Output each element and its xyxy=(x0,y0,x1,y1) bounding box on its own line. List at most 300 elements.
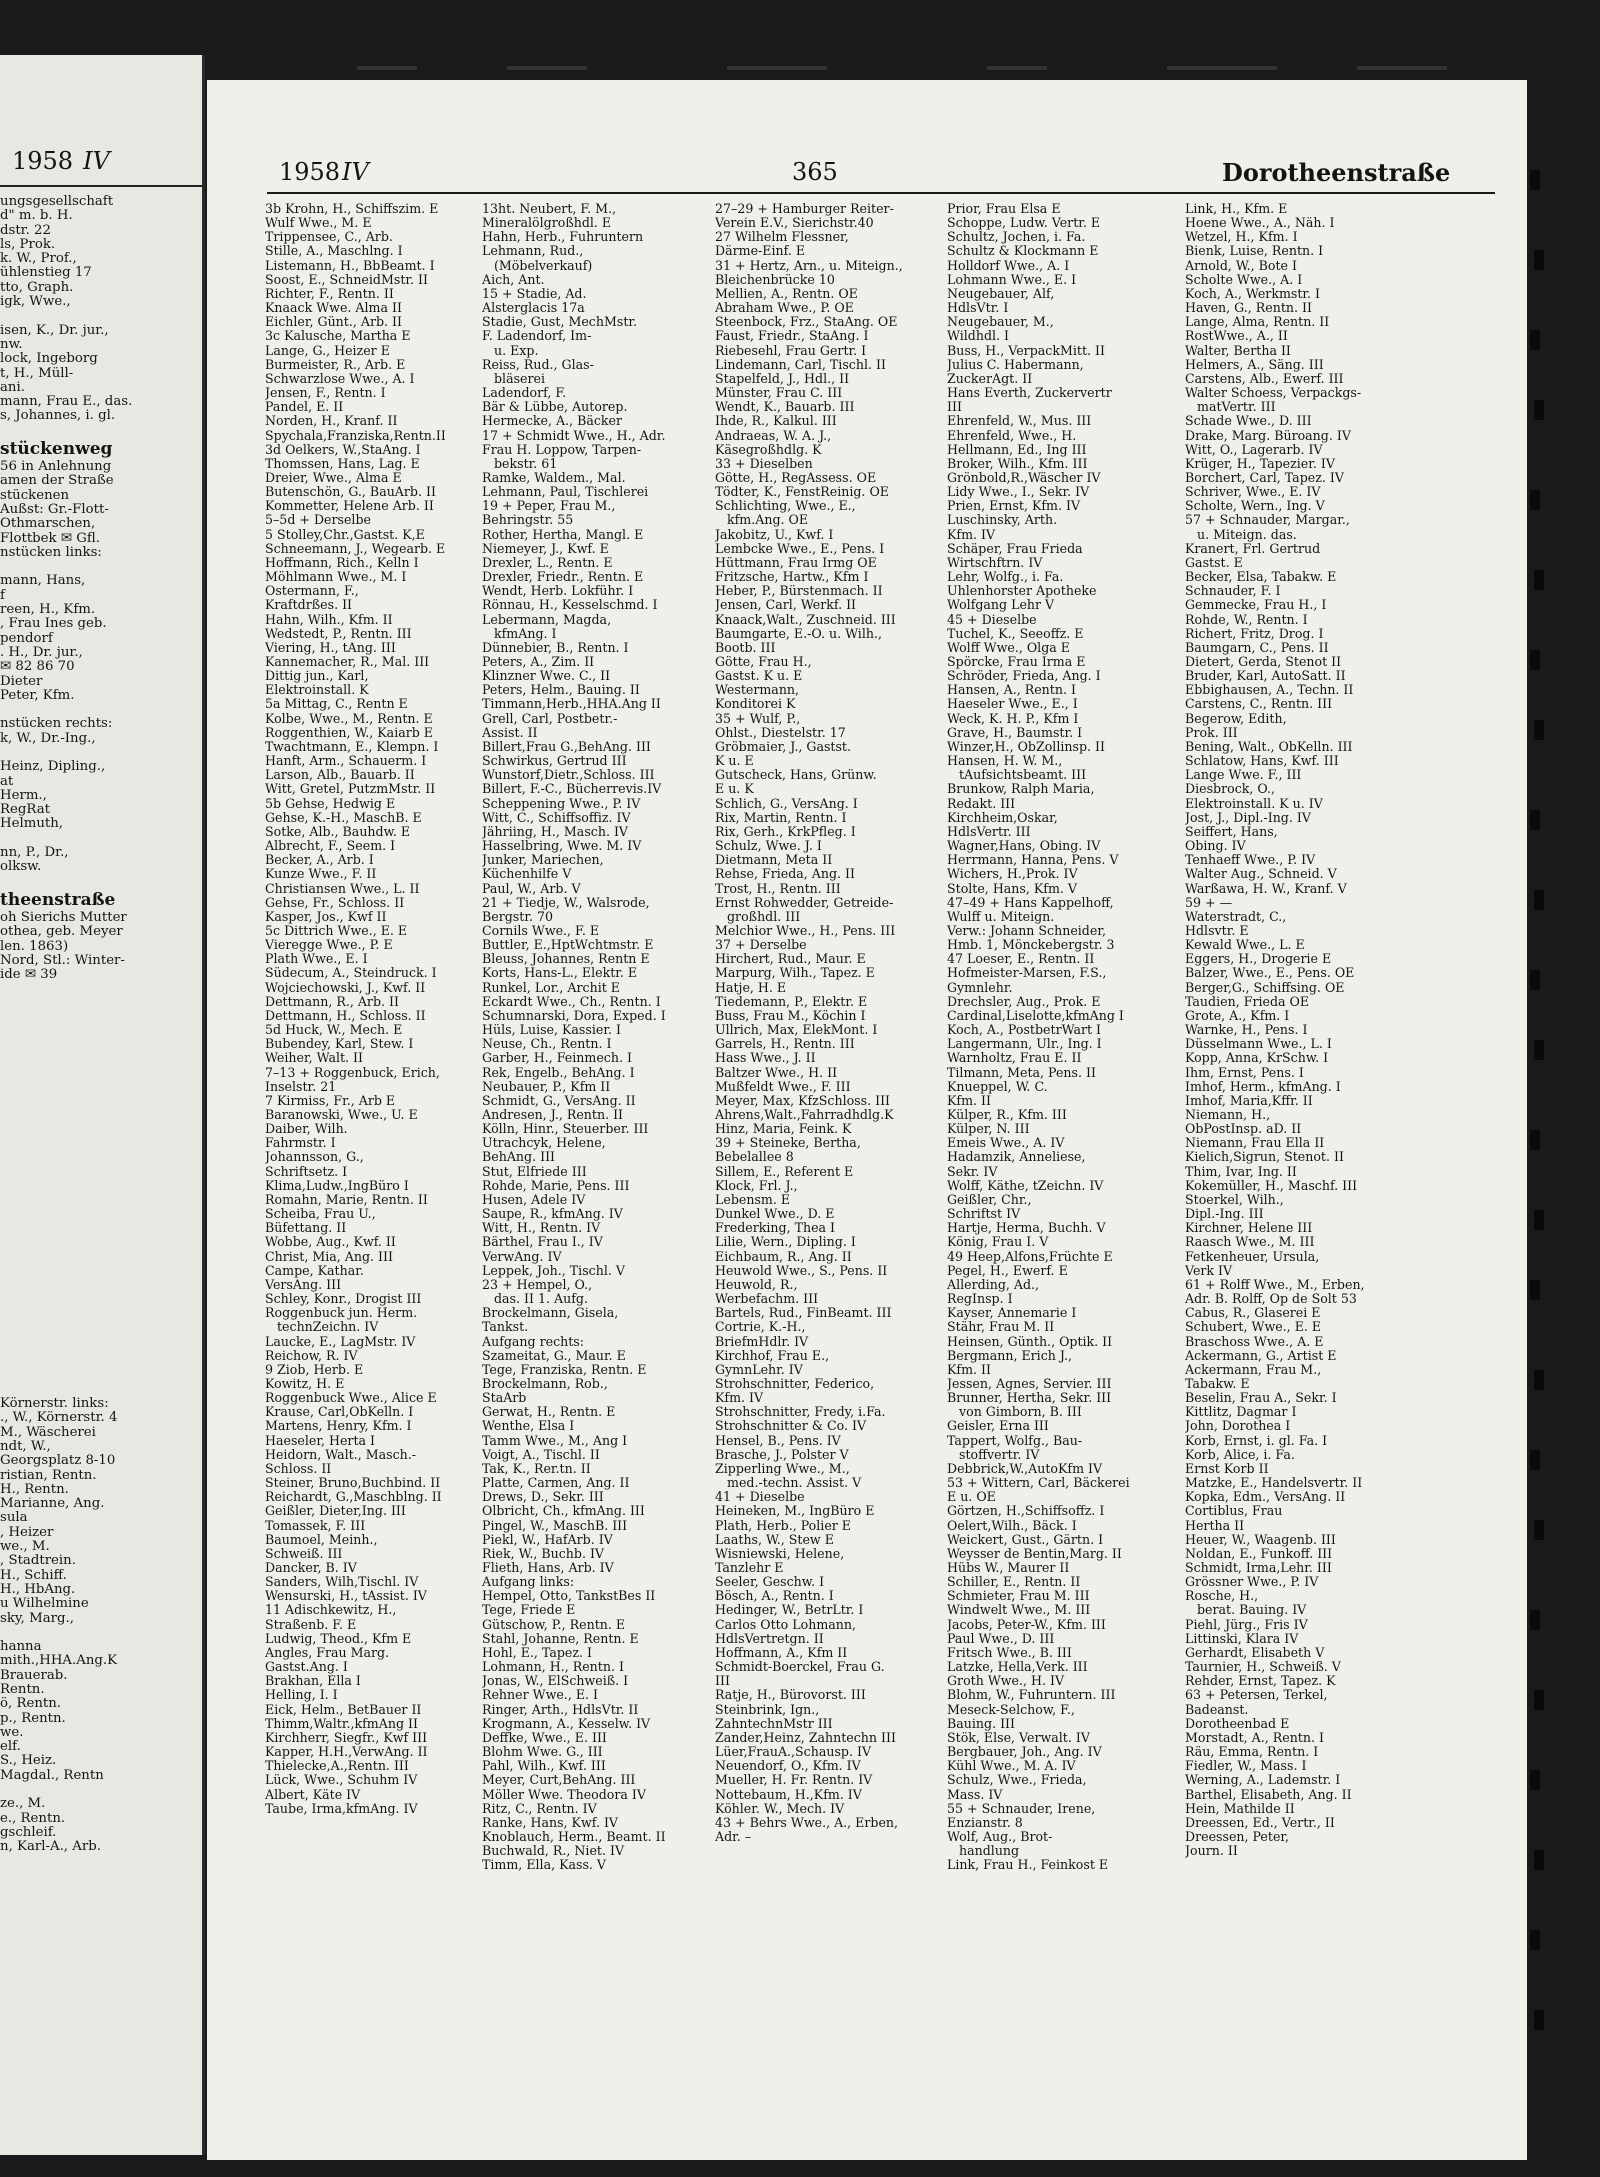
facing-page-line: Heinz, Dipling., xyxy=(0,759,106,775)
directory-entry: Raasch Wwe., M. III xyxy=(1185,1235,1315,1250)
directory-entry: Badeanst. xyxy=(1185,1702,1249,1717)
directory-entry: Ernst Korb II xyxy=(1185,1461,1269,1476)
directory-entry: Seiffert, Hans, xyxy=(1185,824,1278,839)
directory-entry: Kowitz, H. E xyxy=(265,1376,345,1391)
directory-entry: 61 + Rolff Wwe., M., Erben, xyxy=(1185,1277,1365,1292)
directory-entry: Bauing. III xyxy=(947,1716,1016,1731)
directory-entry: Drechsler, Aug., Prok. E xyxy=(947,994,1101,1009)
directory-entry: Kölln, Hinr., Steuerber. III xyxy=(482,1122,649,1137)
directory-entry: Holldorf Wwe., A. I xyxy=(947,258,1070,273)
directory-entry: Timm, Ella, Kass. V xyxy=(482,1858,607,1873)
facing-page-line: nn, P., Dr., xyxy=(0,845,69,861)
facing-page-line: tto, Graph. xyxy=(0,279,74,295)
facing-page-line xyxy=(0,1025,205,1039)
directory-entry: matVertr. III xyxy=(1197,400,1276,415)
facing-page-line: k, W., Dr.-Ing., xyxy=(0,730,96,746)
directory-entry: Gastst. K u. E xyxy=(715,669,803,684)
directory-entry: Knaack Wwe. Alma II xyxy=(265,301,402,316)
directory-entry: Bootb. III xyxy=(715,640,776,655)
directory-entry: Tanzlehr E xyxy=(715,1561,784,1575)
directory-entry: Kayser, Annemarie I xyxy=(947,1306,1077,1321)
directory-entry: Wisniewski, Helene, xyxy=(715,1546,845,1561)
directory-entry: 23 + Hempel, O., xyxy=(482,1277,593,1292)
directory-entry: Werning, A., Lademstr. I xyxy=(1185,1773,1341,1788)
directory-entry: Fetkenheuer, Ursula, xyxy=(1185,1249,1320,1264)
directory-entry: Frederking, Thea I xyxy=(715,1221,836,1236)
directory-entry: Mueller, H. Fr. Rentn. IV xyxy=(715,1773,873,1788)
directory-entry: Viering, H., tAng. III xyxy=(265,640,396,655)
directory-entry: BehAng. III xyxy=(482,1150,556,1165)
directory-entry: ObPostInsp. aD. II xyxy=(1185,1122,1302,1137)
directory-entry: Grote, A., Kfm. I xyxy=(1185,1008,1290,1023)
directory-entry: Schubert, Wwe., E. E xyxy=(1185,1320,1322,1335)
directory-entry: Bleuss, Johannes, Rentn E xyxy=(482,952,650,967)
directory-entry: Heuer, W., Waagenb. III xyxy=(1185,1532,1336,1547)
directory-entry: Kirchner, Helene III xyxy=(1185,1221,1313,1236)
facing-page-line: ls, Prok. xyxy=(0,236,56,252)
directory-entry: Ludwig, Theod., Kfm E xyxy=(265,1631,412,1646)
directory-entry: 35 + Wulf, P., xyxy=(715,711,801,726)
directory-entry: Abraham Wwe., P. OE xyxy=(715,301,854,316)
facing-page-line xyxy=(0,1297,205,1311)
directory-entry: Rosche, H., xyxy=(1185,1589,1259,1604)
facing-page-heading: theenstraße xyxy=(0,889,116,910)
directory-entry: Roggenbuck jun. Herm. xyxy=(265,1306,418,1321)
directory-entry: Neuendorf, O., Kfm. IV xyxy=(715,1759,861,1774)
directory-entry: Morstadt, A., Rentn. I xyxy=(1185,1730,1324,1745)
register-tab xyxy=(1530,490,1540,510)
directory-entry: 17 + Schmidt Wwe., H., Adr. xyxy=(482,428,666,443)
directory-entry: Laaths, W., Stew E xyxy=(715,1532,834,1547)
directory-entry: Lange, Alma, Rentn. II xyxy=(1185,315,1330,330)
directory-entry: Lück, Wwe., Schuhm IV xyxy=(265,1773,418,1788)
directory-entry: Hedinger, W., BetrLtr. I xyxy=(715,1603,864,1618)
directory-entry: Heidorn, Walt., Masch.- xyxy=(265,1447,416,1462)
directory-entry: 13ht. Neubert, F. M., xyxy=(482,202,617,216)
directory-entry: Kirchhof, Frau E., xyxy=(715,1348,830,1363)
directory-entry: Gehse, Fr., Schloss. II xyxy=(265,895,405,910)
facing-page-line xyxy=(0,1283,205,1297)
directory-entry: Paul Wwe., D. III xyxy=(947,1631,1055,1646)
directory-entry: Wildhdl. I xyxy=(947,329,1010,344)
directory-entry: Cardinal,Liselotte,kfmAng I xyxy=(947,1008,1124,1023)
directory-entry: Haeseler Wwe., E., I xyxy=(947,697,1078,712)
facing-page-line: isen, K., Dr. jur., xyxy=(0,322,109,338)
directory-entry: Junker, Mariechen, xyxy=(482,853,604,868)
directory-entry: Brockelmann, Rob., xyxy=(482,1376,608,1391)
directory-entry: 37 + Derselbe xyxy=(715,938,807,953)
directory-entry: Schloss. II xyxy=(265,1461,332,1476)
directory-entry: Utrachcyk, Helene, xyxy=(482,1136,606,1151)
facing-page-line xyxy=(0,982,205,996)
directory-entry: großhdl. III xyxy=(727,909,801,924)
facing-page-volume: IV xyxy=(83,147,110,175)
directory-entry: Hinz, Maria, Feink. K xyxy=(715,1122,852,1137)
directory-entry: 43 + Behrs Wwe., A., Erben, xyxy=(715,1815,899,1830)
directory-entry: Tankst. xyxy=(482,1320,529,1335)
directory-entry: E u. OE xyxy=(947,1490,996,1505)
directory-entry: Kraftdrßes. II xyxy=(265,598,353,613)
facing-page-year: 1958 xyxy=(12,147,74,175)
directory-entry: Balzer, Wwe., E., Pens. OE xyxy=(1185,966,1355,981)
directory-entry: Brunkow, Ralph Maria, xyxy=(947,782,1095,797)
directory-entry: Wenthe, Elsa I xyxy=(482,1419,575,1434)
directory-entry: Baumgarte, E.-O. u. Wilh., xyxy=(715,626,882,641)
directory-entry: ZuckerAgt. II xyxy=(947,371,1033,386)
facing-page-line: Brauerab. xyxy=(0,1667,68,1683)
directory-entry: Link, Frau H., Feinkost E xyxy=(947,1858,1109,1873)
facing-page-line xyxy=(0,560,205,574)
facing-page-line xyxy=(0,1054,205,1068)
directory-entry: Sotke, Alb., Bauhdw. E xyxy=(265,824,411,839)
directory-entry: Bergstr. 70 xyxy=(482,909,553,924)
directory-entry: Szameitat, G., Maur. E xyxy=(482,1348,626,1363)
facing-page-line: lock, Ingeborg xyxy=(0,351,98,367)
directory-entry: Mass. IV xyxy=(947,1787,1003,1802)
directory-entry: Waterstradt, C., xyxy=(1185,909,1287,924)
directory-entry: Schmidt-Boerckel, Frau G. xyxy=(715,1660,885,1675)
directory-entry: Kittlitz, Dagmar I xyxy=(1185,1405,1297,1420)
directory-entry: Schlich, G., VersAng. I xyxy=(715,796,858,811)
directory-entry: Dettmann, R., Arb. II xyxy=(265,994,399,1009)
register-tab xyxy=(1534,1520,1544,1540)
directory-entry: Götte, Frau H., xyxy=(715,655,812,669)
facing-page-line xyxy=(0,1354,205,1368)
facing-page-line xyxy=(0,1383,205,1397)
directory-entry: Taudien, Frieda OE xyxy=(1185,994,1310,1009)
directory-entry: Ullrich, Max, ElekMont. I xyxy=(715,1023,878,1038)
directory-entry: Buttler, E.,HptWchtmstr. E xyxy=(482,938,654,953)
register-tab xyxy=(1530,970,1540,990)
directory-entry: Helling, I. I xyxy=(265,1688,338,1703)
directory-entry: Hatje, H. E xyxy=(715,980,787,995)
directory-entry: ZahntechnMstr III xyxy=(715,1716,833,1731)
directory-entry: Hermecke, A., Bäcker xyxy=(482,414,623,429)
directory-entry: Carstens, C., Rentn. III xyxy=(1185,697,1333,712)
directory-entry: 63 + Petersen, Terkel, xyxy=(1185,1688,1328,1703)
facing-page-line: u Wilhelmine xyxy=(0,1596,89,1612)
facing-page-line xyxy=(0,1011,205,1025)
directory-entry: Lehr, Wolfg., i. Fa. xyxy=(947,570,1064,585)
directory-entry: RegInsp. I xyxy=(947,1292,1013,1307)
directory-entry: Stähr, Frau M. II xyxy=(947,1320,1055,1335)
directory-entry: Romahn, Marie, Rentn. II xyxy=(265,1192,428,1207)
directory-entry: Stolte, Hans, Kfm. V xyxy=(947,881,1078,896)
facing-page-line: hanna xyxy=(0,1639,42,1655)
directory-entry: Trost, H., Rentn. III xyxy=(715,881,841,896)
facing-page-line: e., Rentn. xyxy=(0,1810,66,1826)
directory-entry: 41 + Dieselbe xyxy=(715,1490,805,1505)
directory-entry: Jensen, F., Rentn. I xyxy=(265,386,386,401)
directory-entry: Knueppel, W. C. xyxy=(947,1079,1048,1094)
directory-entry: Schulz, Wwe., Frieda, xyxy=(947,1773,1087,1788)
directory-entry: Fahrmstr. I xyxy=(265,1136,336,1151)
facing-page-line: ., W., Körnerstr. 4 xyxy=(0,1410,118,1426)
directory-entry: Imhof, Herm., kfmAng. I xyxy=(1185,1079,1341,1094)
directory-entry: Faust, Friedr., StaAng. I xyxy=(715,329,869,344)
directory-entry: Krüger, H., Tapezier. IV xyxy=(1185,456,1335,471)
directory-column-4 xyxy=(947,202,1177,2142)
directory-entry: Bebelallee 8 xyxy=(715,1150,794,1165)
facing-page-line xyxy=(0,1368,205,1382)
directory-entry: Andresen, J., Rentn. II xyxy=(482,1108,624,1122)
directory-entry: Aich, Ant. xyxy=(482,272,545,287)
directory-entry: Stahl, Johanne, Rentn. E xyxy=(482,1631,639,1646)
directory-entry: 53 + Wittern, Carl, Bäckerei xyxy=(947,1476,1130,1491)
directory-entry: Ebbighausen, A., Techn. II xyxy=(1185,683,1354,698)
directory-entry: Jacobs, Peter-W., Kfm. III xyxy=(947,1617,1106,1632)
directory-entry: Flieth, Hans, Arb. IV xyxy=(482,1561,614,1575)
directory-entry: Oelert,Wilh., Bäck. I xyxy=(947,1518,1077,1533)
directory-entry: Platte, Carmen, Ang. II xyxy=(482,1476,630,1491)
directory-entry: Wagner,Hans, Obing. IV xyxy=(947,839,1101,854)
directory-entry: Albrecht, F., Seem. I xyxy=(265,839,396,854)
directory-entry: Assist. II xyxy=(482,725,538,740)
directory-entry: Windwelt Wwe., M. III xyxy=(947,1603,1091,1618)
directory-entry: Kunze Wwe., F. II xyxy=(265,867,377,882)
directory-entry: Tappert, Wolfg., Bau- xyxy=(947,1433,1083,1448)
directory-entry: Strohschnitter, Federico, xyxy=(715,1376,875,1391)
directory-entry: Johannsson, G., xyxy=(265,1150,364,1165)
directory-entry: Steenbock, Frz., StaAng. OE xyxy=(715,315,898,330)
directory-entry: Lüer,FrauA.,Schausp. IV xyxy=(715,1745,872,1760)
directory-entry: Schultz & Klockmann E xyxy=(947,244,1099,259)
directory-entry: Kewald Wwe., L. E xyxy=(1185,938,1305,953)
directory-entry: Baumoel, Meinh., xyxy=(265,1532,378,1547)
directory-entry: Piekl, W., HafArb. IV xyxy=(482,1532,613,1547)
directory-entry: Ladendorf, F. xyxy=(482,386,567,401)
directory-entry: VerwAng. IV xyxy=(482,1249,562,1264)
directory-entry: Korts, Hans-L., Elektr. E xyxy=(482,966,638,981)
directory-entry: Kühl Wwe., M. A. IV xyxy=(947,1759,1076,1774)
directory-entry: 3b Krohn, H., Schiffszim. E xyxy=(265,202,439,216)
directory-entry: Gemmecke, Frau H., I xyxy=(1185,598,1327,613)
directory-entry: Schäper, Frau Frieda xyxy=(947,541,1083,556)
directory-entry: Laucke, E., LagMstr. IV xyxy=(265,1334,416,1349)
directory-entry: Hansen, A., Rentn. I xyxy=(947,683,1076,698)
directory-entry: König, Frau I. V xyxy=(947,1235,1049,1250)
directory-entry: Heuwold, R., xyxy=(715,1277,798,1292)
facing-page-line: ühlenstieg 17 xyxy=(0,265,92,281)
directory-entry: BriefmHdlr. IV xyxy=(715,1334,809,1349)
directory-entry: 19 + Peper, Frau M., xyxy=(482,499,616,514)
directory-entry: Käsegroßhdlg. K xyxy=(715,442,822,457)
facing-page-line: H., Rentn. xyxy=(0,1481,69,1497)
directory-entry: Hahn, Herb., Fuhruntern xyxy=(482,230,644,245)
directory-entry: Garber, H., Feinmech. I xyxy=(482,1051,632,1066)
directory-entry: Lilie, Wern., Dipling. I xyxy=(715,1235,856,1250)
register-tab xyxy=(1534,250,1544,270)
register-tab xyxy=(1534,570,1544,590)
directory-entry: Heineken, M., IngBüro E xyxy=(715,1504,875,1519)
directory-entry: Zander,Heinz, Zahntechn III xyxy=(715,1730,896,1745)
facing-page-line: nstücken rechts: xyxy=(0,716,113,732)
directory-entry: Roggenbuck Wwe., Alice E xyxy=(265,1391,437,1406)
directory-entry: Kirchheim,Oskar, xyxy=(947,810,1058,825)
directory-entry: Hein, Mathilde II xyxy=(1185,1801,1295,1816)
directory-entry: Niemann, Frau Ella II xyxy=(1185,1136,1325,1151)
directory-entry: GymnLehr. IV xyxy=(715,1362,803,1377)
directory-entry: Soost, E., SchneidMstr. II xyxy=(265,272,428,287)
facing-page-line xyxy=(0,1626,205,1640)
directory-entry: Verk IV xyxy=(1185,1263,1233,1278)
directory-entry: Garrels, H., Rentn. III xyxy=(715,1037,855,1052)
directory-entry: Vieregge Wwe., P. E xyxy=(265,938,393,953)
directory-entry: Rohde, W., Rentn. I xyxy=(1185,612,1308,627)
register-tab xyxy=(1534,720,1544,740)
directory-entry: Rix, Martin, Rentn. I xyxy=(715,810,847,825)
directory-entry: Schmidt, Irma,Lehr. III xyxy=(1185,1561,1332,1575)
directory-entry: Dancker, B. IV xyxy=(265,1561,357,1575)
directory-entry: Meyer, Max, KfzSchloss. III xyxy=(715,1093,891,1108)
directory-entry: Borchert, Carl, Tapez. IV xyxy=(1185,470,1344,485)
directory-entry: Kasper, Jos., Kwf II xyxy=(265,909,387,924)
directory-entry: Walter, Bertha II xyxy=(1185,343,1291,358)
facing-page-line: M., Wäscherei xyxy=(0,1424,96,1440)
directory-entry: Steinbrink, Ign., xyxy=(715,1702,820,1717)
facing-page-line: S., Heiz. xyxy=(0,1753,57,1769)
directory-entry: Julius C. Habermann, xyxy=(947,357,1084,372)
directory-entry: Jessen, Agnes, Servier. III xyxy=(947,1376,1112,1391)
directory-entry: Wulff u. Miteign. xyxy=(947,909,1055,924)
directory-entry: Heinsen, Günth., Optik. II xyxy=(947,1334,1113,1349)
directory-entry: Gütschow, P., Rentn. E xyxy=(482,1617,626,1632)
directory-entry: Emeis Wwe., A. IV xyxy=(947,1136,1065,1151)
directory-entry: Bergbauer, Joh., Ang. IV xyxy=(947,1745,1102,1760)
directory-entry: Arnold, W., Bote I xyxy=(1185,258,1297,273)
directory-entry: Schoppe, Ludw. Vertr. E xyxy=(947,216,1101,231)
directory-entry: Tamm Wwe., M., Ang I xyxy=(482,1433,628,1448)
directory-entry: Kopka, Edm., VersAng. II xyxy=(1185,1490,1346,1505)
directory-entry: Gerhardt, Elisabeth V xyxy=(1185,1645,1325,1660)
facing-page-line: d" m. b. H. xyxy=(0,208,73,224)
directory-entry: Plath Wwe., E. I xyxy=(265,952,368,967)
directory-entry: Tege, Friede E xyxy=(482,1603,576,1618)
directory-entry: Plath, Herb., Polier E xyxy=(715,1518,851,1533)
directory-entry: berat. Bauing. IV xyxy=(1197,1603,1307,1618)
facing-page-line: Magdal., Rentn xyxy=(0,1767,104,1783)
directory-entry: Seeler, Geschw. I xyxy=(715,1575,825,1590)
directory-entry: Paul, W., Arb. V xyxy=(482,881,581,896)
directory-entry: Redakt. III xyxy=(947,796,1016,811)
directory-entry: Albert, Käte IV xyxy=(265,1787,361,1802)
directory-entry: Rehse, Frieda, Ang. II xyxy=(715,867,856,882)
directory-entry: Wojciechowski, J., Kwf. II xyxy=(265,980,426,995)
directory-entry: Ehrenfeld, W., Mus. III xyxy=(947,414,1092,429)
directory-entry: Hoene Wwe., A., Näh. I xyxy=(1185,216,1335,231)
directory-entry: Rother, Hertha, Mangl. E xyxy=(482,527,644,542)
directory-entry: Latzke, Hella,Verk. III xyxy=(947,1660,1088,1675)
facing-page-line: t, H., Müll- xyxy=(0,365,74,381)
directory-entry: Rönnau, H., Kesselschmd. I xyxy=(482,598,658,613)
register-tab xyxy=(1530,1450,1540,1470)
directory-entry: 5b Gehse, Hedwig E xyxy=(265,796,396,811)
directory-entry: 45 + Dieselbe xyxy=(947,612,1037,627)
directory-entry: Link, H., Kfm. E xyxy=(1185,202,1288,216)
directory-entry: Schriver, Wwe., E. IV xyxy=(1185,485,1321,500)
directory-entry: Prok. III xyxy=(1185,725,1238,740)
directory-entry: Mineralölgroßhdl. E xyxy=(482,216,612,231)
directory-entry: 5 Stolley,Chr.,Gastst. K,E xyxy=(265,527,425,542)
facing-page-line xyxy=(0,1783,205,1797)
directory-entry: Klock, Frl. J., xyxy=(715,1178,798,1193)
directory-entry: kfm.Ang. OE xyxy=(727,513,809,528)
directory-entry: Alsterglacis 17a xyxy=(482,301,585,316)
directory-entry: Fritzsche, Hartw., Kfm I xyxy=(715,570,869,585)
directory-entry: Cortiblus, Frau xyxy=(1185,1504,1283,1519)
directory-entry: Witt, O., Lagerarb. IV xyxy=(1185,442,1323,457)
directory-entry: Haven, G., Rentn. II xyxy=(1185,301,1312,316)
register-tab xyxy=(1530,170,1540,190)
facing-page-line: at xyxy=(0,773,14,789)
directory-entry: Weickert, Gust., Gärtn. I xyxy=(947,1532,1104,1547)
directory-entry: handlung xyxy=(959,1844,1020,1859)
directory-entry: Geißler, Chr., xyxy=(947,1192,1032,1207)
facing-page-line: mith.,HHA.Ang.K xyxy=(0,1653,118,1669)
facing-page-line xyxy=(0,703,205,717)
directory-entry: Hempel, Otto, TankstBes II xyxy=(482,1589,656,1604)
directory-entry: Brockelmann, Gisela, xyxy=(482,1306,619,1321)
directory-entry: Zipperling Wwe., M., xyxy=(715,1461,850,1476)
directory-entry: Schwarzlose Wwe., A. I xyxy=(265,371,415,386)
directory-entry: Schnauder, F. I xyxy=(1185,584,1281,599)
directory-entry: Krause, Carl,ObKelln. I xyxy=(265,1405,414,1420)
directory-entry: Thomssen, Hans, Lag. E xyxy=(265,456,420,471)
directory-entry: Grössner Wwe., P. IV xyxy=(1185,1575,1319,1590)
directory-entry: Kielich,Sigrun, Stenot. II xyxy=(1185,1150,1344,1165)
directory-entry: Cabus, R., Glaserei E xyxy=(1185,1306,1321,1321)
directory-entry: Kommetter, Helene Arb. II xyxy=(265,499,434,514)
directory-entry: Langermann, Ulr., Ing. I xyxy=(947,1037,1102,1052)
directory-entry: Inselstr. 21 xyxy=(265,1079,337,1094)
directory-entry: Kirchherr, Siegfr., Kwf III xyxy=(265,1730,428,1745)
facing-page-line xyxy=(0,1040,205,1054)
facing-page-line: we. xyxy=(0,1724,24,1740)
facing-page-line: reen, H., Kfm. xyxy=(0,602,96,618)
directory-entry: (Möbelverkauf) xyxy=(494,258,593,273)
facing-page-line: ungsgesellschaft xyxy=(0,194,114,209)
register-tab xyxy=(1530,1130,1540,1150)
directory-entry: Rehder, Ernst, Tapez. K xyxy=(1185,1674,1336,1689)
directory-entry: Straßenb. F. E xyxy=(265,1617,357,1632)
directory-entry: Bergmann, Erich J., xyxy=(947,1348,1072,1363)
facing-page-line xyxy=(0,1254,205,1268)
directory-entry: Jost, J., Dipl.-Ing. IV xyxy=(1185,810,1311,825)
directory-entry: Carstens, Alb., Ewerf. III xyxy=(1185,371,1344,386)
facing-page-line xyxy=(0,1311,205,1325)
directory-entry: Ostermann, F., xyxy=(265,584,359,599)
directory-entry: Listemann, H., BbBeamt. I xyxy=(265,258,435,273)
register-tab xyxy=(1530,1610,1540,1630)
facing-page-line: oh Sierichs Mutter xyxy=(0,909,127,925)
directory-entry: Wolfgang Lehr V xyxy=(947,598,1055,613)
directory-entry: Saupe, R., kfmAng. IV xyxy=(482,1207,623,1222)
directory-entry: Richert, Fritz, Drog. I xyxy=(1185,626,1324,641)
directory-entry: Dietert, Gerda, Stenot II xyxy=(1185,655,1342,669)
directory-entry: Stadie, Gust, MechMstr. xyxy=(482,315,638,330)
directory-entry: med.-techn. Assist. V xyxy=(727,1476,862,1491)
directory-entry: Tilmann, Meta, Pens. II xyxy=(947,1065,1096,1080)
directory-entry: Bubendey, Karl, Stew. I xyxy=(265,1037,414,1052)
directory-entry: Stapelfeld, J., Hdl., II xyxy=(715,371,850,386)
directory-entry: Fritsch Wwe., B. III xyxy=(947,1645,1072,1660)
directory-entry: Adr. – xyxy=(715,1829,752,1844)
facing-page-line: , Stadtrein. xyxy=(0,1553,76,1569)
directory-entry: Schmidt, G., VersAng. II xyxy=(482,1093,636,1108)
directory-entry: Debbrick,W.,AutoKfm IV xyxy=(947,1461,1103,1476)
directory-entry: Weiher, Walt. II xyxy=(265,1051,364,1066)
directory-entry: Trippensee, C., Arb. xyxy=(265,230,393,245)
